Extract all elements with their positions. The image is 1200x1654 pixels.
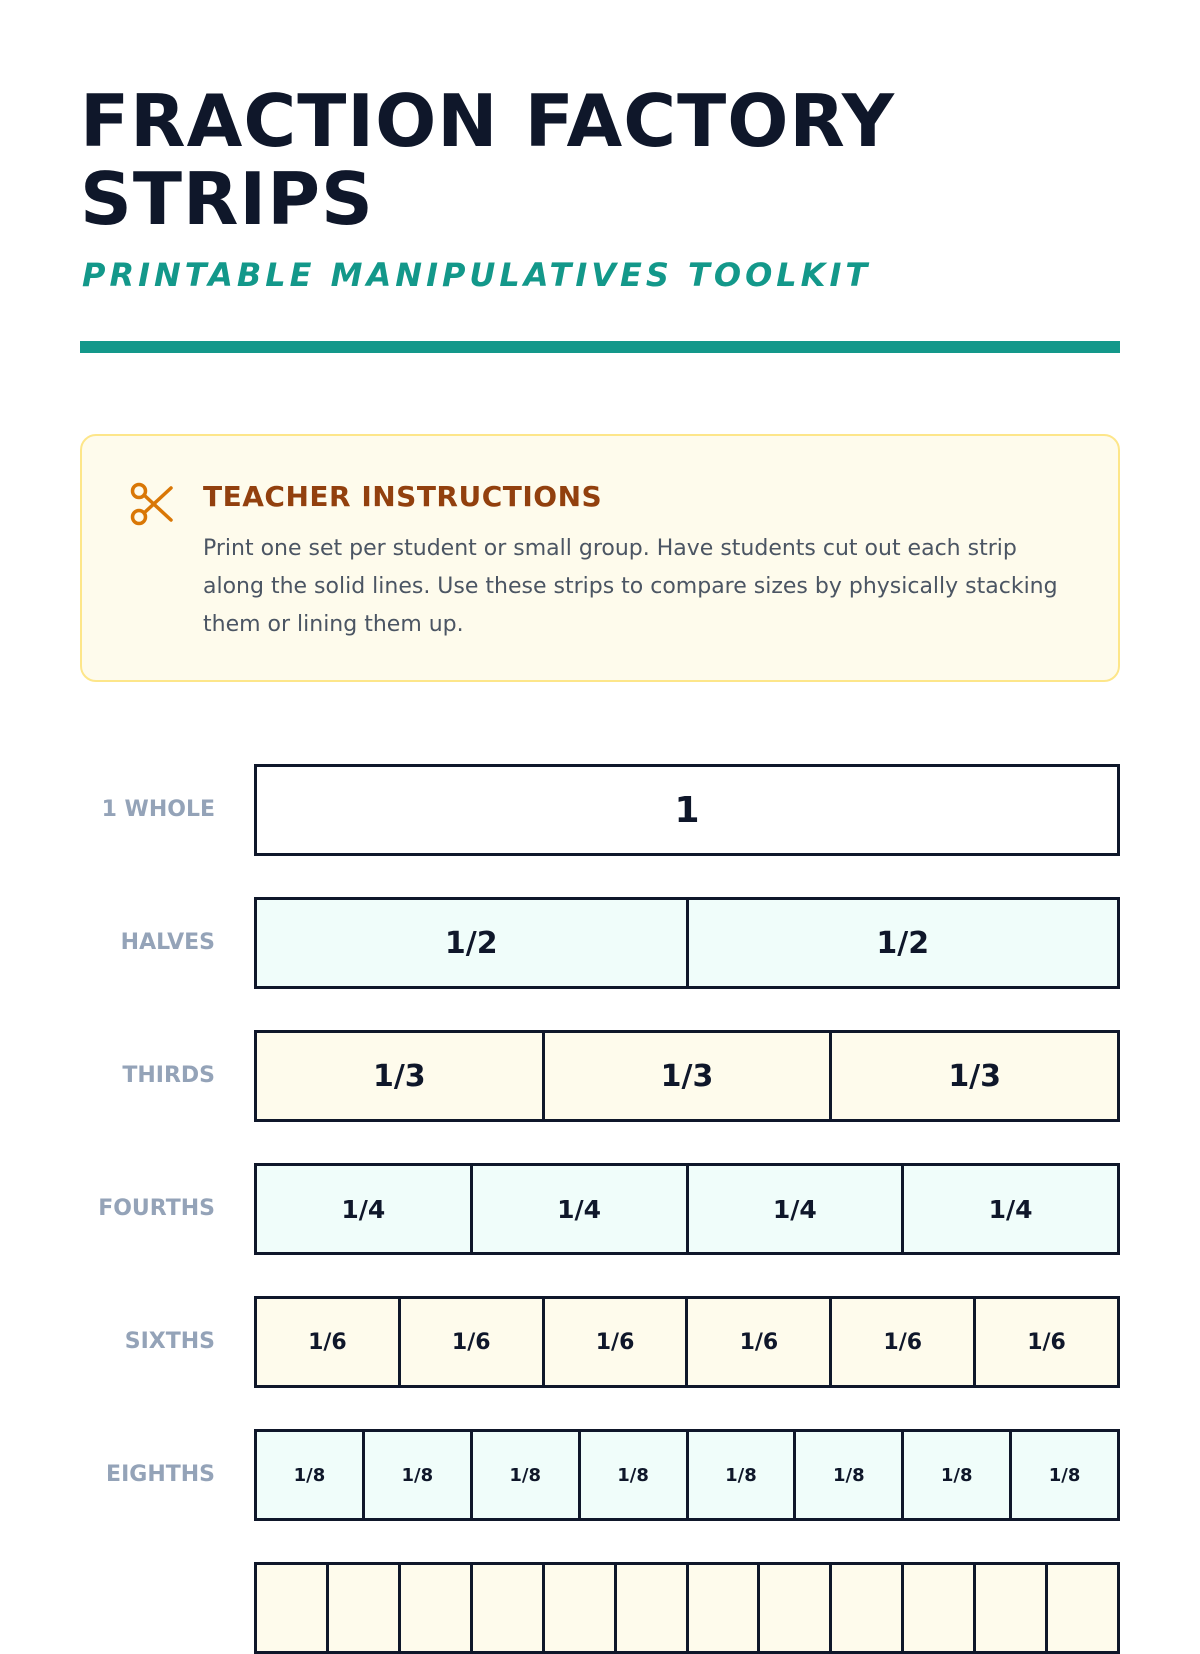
strip-row <box>0 1030 1200 1122</box>
fraction-strip <box>254 764 1120 856</box>
fraction-piece: 1/2 <box>686 900 1118 986</box>
strip-row <box>0 1429 1200 1521</box>
strip-row <box>0 1562 1200 1654</box>
fraction-strip <box>254 897 1120 989</box>
instructions-heading: TEACHER INSTRUCTIONS <box>203 480 603 513</box>
fraction-piece: 1/8 <box>1009 1432 1117 1518</box>
fraction-piece <box>614 1565 686 1651</box>
fraction-piece: 1/8 <box>901 1432 1009 1518</box>
fraction-piece <box>1045 1565 1117 1651</box>
page-subtitle: PRINTABLE MANIPULATIVES TOOLKIT <box>82 256 872 294</box>
fraction-piece <box>686 1565 758 1651</box>
strip-label: THIRDS <box>122 1063 215 1088</box>
instructions-body: Print one set per student or small group. Have students cut out each strip along the solid lines. Use these strips to compare sizes by physically stacking them or lining them up. <box>203 536 1058 637</box>
teacher-instructions-box <box>80 434 1120 682</box>
fraction-piece: 1/8 <box>793 1432 901 1518</box>
strip-row <box>0 1163 1200 1255</box>
fraction-piece <box>829 1565 901 1651</box>
fraction-piece: 1/4 <box>686 1166 902 1252</box>
fraction-piece: 1/8 <box>257 1432 362 1518</box>
fraction-piece <box>398 1565 470 1651</box>
fraction-piece <box>326 1565 398 1651</box>
strip-row <box>0 1296 1200 1388</box>
strip-label: EIGHTHS <box>106 1462 215 1487</box>
fraction-piece: 1/4 <box>257 1166 470 1252</box>
fraction-piece: 1/2 <box>257 900 686 986</box>
strip-label: HALVES <box>120 930 215 955</box>
fraction-piece: 1/3 <box>829 1033 1117 1119</box>
fraction-piece: 1/6 <box>973 1299 1117 1385</box>
fraction-strip <box>254 1562 1120 1654</box>
fraction-piece: 1/3 <box>257 1033 542 1119</box>
fraction-piece: 1/6 <box>685 1299 829 1385</box>
fraction-piece <box>973 1565 1045 1651</box>
fraction-strip <box>254 1429 1120 1521</box>
header-divider <box>80 341 1120 353</box>
fraction-strip <box>254 1296 1120 1388</box>
fraction-piece: 1/8 <box>470 1432 578 1518</box>
page-title: FRACTION FACTORY STRIPS <box>80 79 896 241</box>
fraction-piece: 1/8 <box>686 1432 794 1518</box>
fraction-piece: 1/8 <box>362 1432 470 1518</box>
fraction-piece <box>542 1565 614 1651</box>
fraction-piece: 1/6 <box>542 1299 686 1385</box>
fraction-piece: 1/4 <box>901 1166 1117 1252</box>
fraction-piece <box>901 1565 973 1651</box>
fraction-piece <box>757 1565 829 1651</box>
strip-label: 1 WHOLE <box>101 797 215 822</box>
fraction-strip <box>254 1030 1120 1122</box>
fraction-piece <box>470 1565 542 1651</box>
fraction-piece: 1 <box>257 767 1117 853</box>
fraction-piece: 1/6 <box>398 1299 542 1385</box>
fraction-piece: 1/6 <box>257 1299 398 1385</box>
scissors-icon <box>128 480 174 528</box>
fraction-piece: 1/8 <box>578 1432 686 1518</box>
strip-label: SIXTHS <box>124 1329 215 1354</box>
strip-label: FOURTHS <box>98 1196 215 1221</box>
strip-row <box>0 897 1200 989</box>
strip-row <box>0 764 1200 856</box>
fraction-piece: 1/6 <box>829 1299 973 1385</box>
fraction-strip <box>254 1163 1120 1255</box>
fraction-piece: 1/4 <box>470 1166 686 1252</box>
fraction-piece: 1/3 <box>542 1033 830 1119</box>
fraction-piece <box>257 1565 326 1651</box>
